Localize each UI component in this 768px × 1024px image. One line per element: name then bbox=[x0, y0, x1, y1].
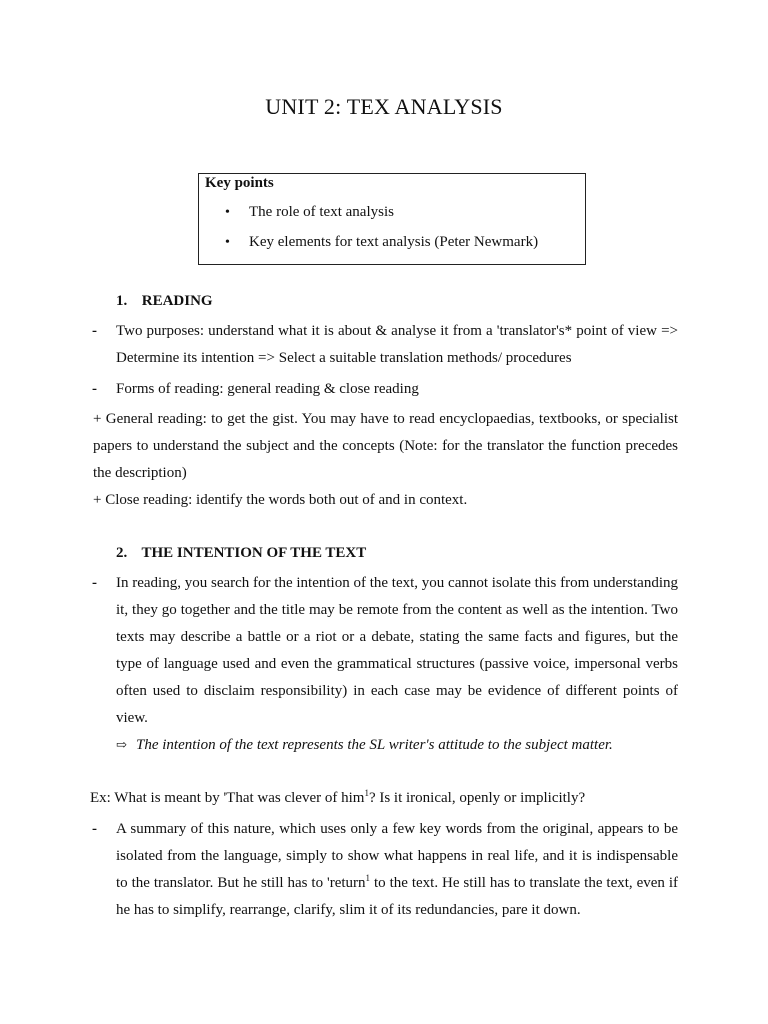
paragraph-forms-of-reading: Forms of reading: general reading & close reading bbox=[116, 381, 419, 397]
paragraph-intention: In reading, you search for the intention of the text, you cannot isolate this from understanding it, they go together and the title may be remote from the content as well as the intention. Two texts may describe a battle or a riot or a debate, stating the same facts and figures, but the type of language used and even the grammatical structures (passive voice, impersonal verbs often used to disclaim responsibility) in each case may be evidence of different points of view. bbox=[116, 575, 678, 726]
dash-bullet-icon: - bbox=[92, 381, 97, 397]
dash-bullet-icon: - bbox=[92, 575, 97, 591]
key-point-text: Key elements for text analysis (Peter Newmark) bbox=[249, 234, 539, 250]
key-point-item bbox=[225, 204, 394, 221]
section-heading-reading bbox=[116, 293, 213, 310]
section-number: 2. bbox=[116, 545, 128, 561]
example-text: Ex: What is meant by 'That was clever of him bbox=[90, 790, 365, 806]
paragraph-purposes: Two purposes: understand what it is about & analyse it from a 'translator's* point of view => Determine its intention => Select a suitable translation methods/ procedures bbox=[116, 323, 678, 366]
bullet-icon: • bbox=[225, 205, 230, 220]
dash-bullet-icon: - bbox=[92, 323, 97, 339]
dash-bullet-icon: - bbox=[92, 821, 97, 837]
section-number: 1. bbox=[116, 293, 128, 309]
section-title: READING bbox=[141, 293, 213, 309]
paragraph-close-reading: + Close reading: identify the words both out of and in context. bbox=[93, 492, 468, 508]
arrow-note bbox=[116, 737, 613, 754]
summary-text: to the text. He still has to translate the text, even if he has to simplify, rearrange, clarify, slim it of its redundancies, pare it down. bbox=[116, 875, 678, 918]
section-title: THE INTENTION OF THE TEXT bbox=[141, 545, 367, 561]
bullet-icon: • bbox=[225, 235, 230, 250]
example-question bbox=[90, 790, 585, 807]
page-title: UNIT 2: TEX ANALYSIS bbox=[265, 94, 503, 119]
arrow-note-text: The intention of the text represents the SL writer's attitude to the subject matter. bbox=[136, 737, 613, 753]
example-text: ? Is it ironical, openly or implicitly? bbox=[368, 790, 586, 806]
key-point-item bbox=[225, 234, 538, 251]
arrow-right-icon: ⇨ bbox=[116, 737, 127, 752]
footnote-marker: 1 bbox=[365, 873, 371, 883]
paragraph-summary bbox=[116, 816, 678, 924]
key-points-box bbox=[198, 173, 586, 265]
footnote-marker: 1 bbox=[364, 788, 369, 798]
paragraph-general-reading: + General reading: to get the gist. You may have to read encyclopaedias, textbooks, or specialist papers to understand the subject and the concepts (Note: for the translator the function precedes the description) bbox=[93, 411, 678, 481]
summary-text: A summary of this nature, which uses only a few key words from the original, appears to be isolated from the language, simply to show what happens in real life, and it is indispensable to the translator. But he still has to 'return bbox=[116, 821, 678, 891]
section-heading-intention bbox=[116, 545, 366, 562]
key-point-text: The role of text analysis bbox=[249, 204, 394, 220]
key-points-heading: Key points bbox=[205, 175, 274, 191]
